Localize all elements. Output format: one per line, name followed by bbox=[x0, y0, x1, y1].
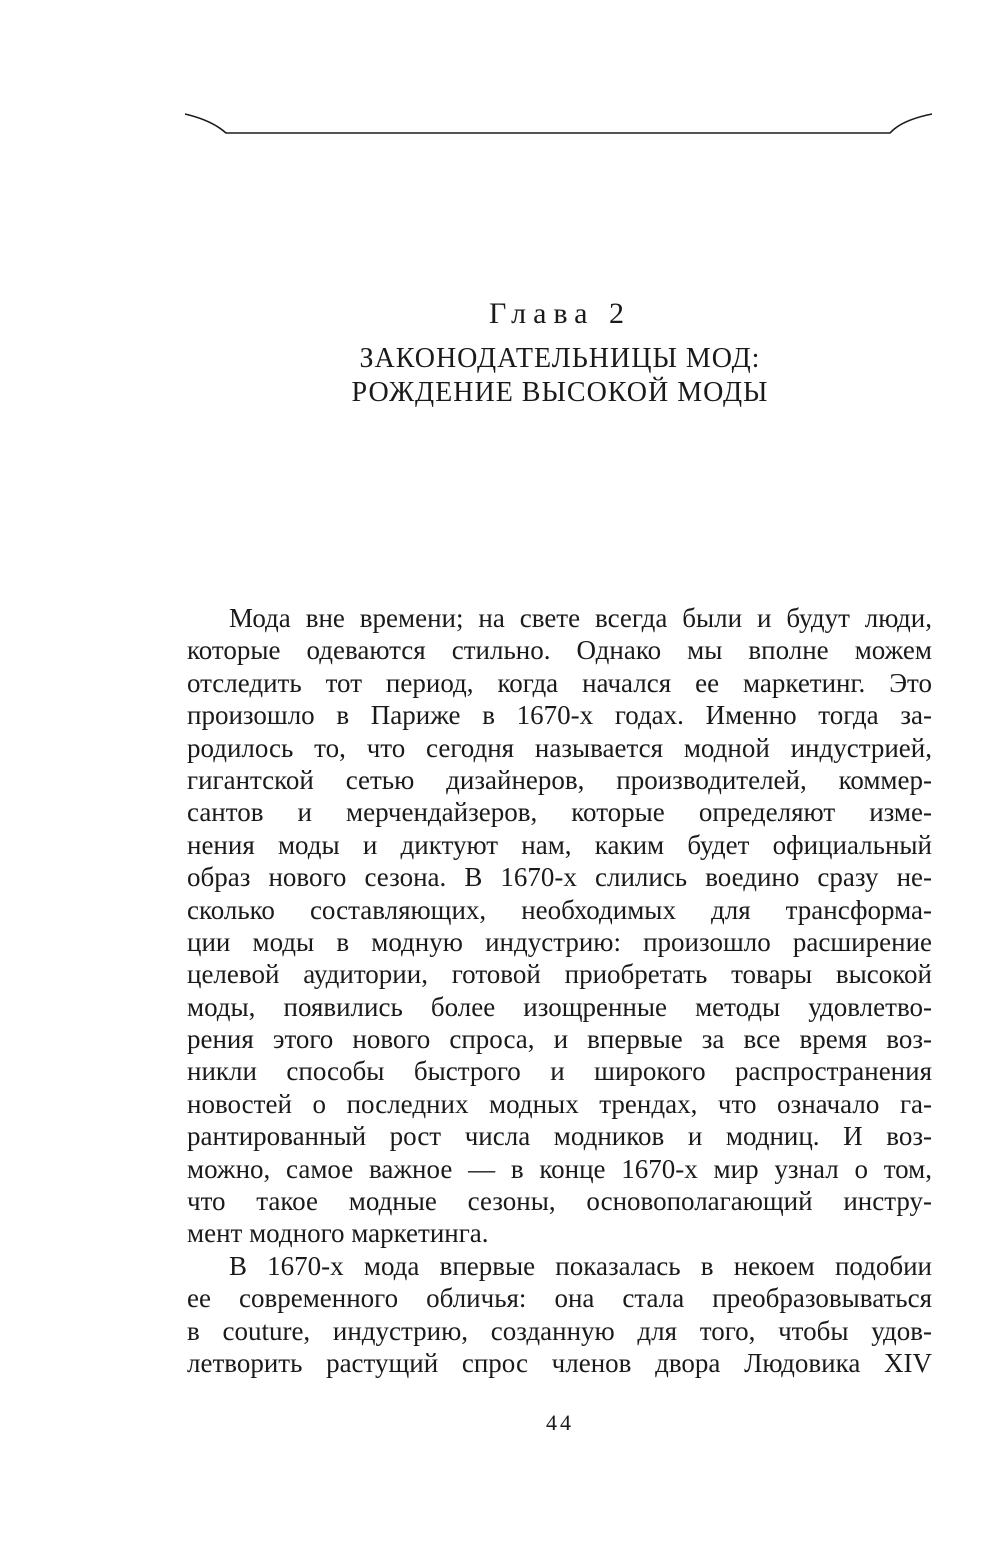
text-line: что такое модные сезоны, основополагающий инстру- bbox=[187, 1186, 932, 1217]
text-line: летворить растущий спрос членов двора Людовика XIV bbox=[187, 1347, 932, 1378]
text-line: сколько составляющих, необходимых для трансформа- bbox=[187, 894, 932, 925]
chapter-title bbox=[0, 342, 1000, 410]
paragraph bbox=[187, 602, 932, 1250]
text-line: в couture, индустрию, созданную для того, чтобы удов- bbox=[187, 1315, 932, 1346]
text-line: родилось то, что сегодня называется модной индустрией, bbox=[187, 732, 932, 763]
text-line: можно, самое важное — в конце 1670-х мир узнал о том, bbox=[187, 1153, 932, 1184]
text-line: мент модного маркетинга. bbox=[187, 1218, 489, 1249]
text-line: рения этого нового спроса, и впервые за все время воз- bbox=[187, 1024, 932, 1055]
text-line: нения моды и диктуют нам, каким будет официальный bbox=[187, 829, 932, 860]
text-line: никли способы быстрого и широкого распространения bbox=[187, 1056, 932, 1087]
chapter-label: Глава 2 bbox=[489, 297, 631, 330]
chapter-title-line: РОЖДЕНИЕ ВЫСОКОЙ МОДЫ bbox=[351, 377, 769, 408]
text-line: рантированный рост числа модников и модниц. И воз- bbox=[187, 1121, 932, 1152]
text-line: ее современного обличья: она стала преобразовываться bbox=[187, 1283, 932, 1314]
body-text bbox=[187, 602, 932, 1379]
page-number: 44 bbox=[546, 1410, 574, 1435]
text-line: Мода вне времени; на свете всегда были и будут люди, bbox=[229, 603, 932, 633]
paragraph bbox=[187, 1250, 932, 1380]
text-line: образ нового сезона. В 1670-х слились воедино сразу не- bbox=[187, 862, 932, 893]
text-line: сантов и мерчендайзеров, которые определяют изме- bbox=[187, 797, 932, 828]
text-line: целевой аудитории, готовой приобретать товары высокой bbox=[187, 959, 932, 990]
text-line: В 1670-х мода впервые показалась в некоем подобии bbox=[229, 1250, 932, 1281]
text-line: новостей о последних модных трендах, что означало га- bbox=[187, 1088, 932, 1119]
text-line: которые одеваются стильно. Однако мы вполне можем bbox=[187, 635, 932, 666]
text-line: ции моды в модную индустрию: произошло расширение bbox=[187, 926, 932, 957]
chapter-title-line: ЗАКОНОДАТЕЛЬНИЦЫ МОД: bbox=[359, 343, 761, 374]
header-ornament bbox=[180, 100, 940, 150]
text-line: гигантской сетью дизайнеров, производителей, коммер- bbox=[187, 764, 932, 795]
text-line: произошло в Париже в 1670-х годах. Именно тогда за- bbox=[187, 700, 932, 731]
text-line: отследить тот период, когда начался ее маркетинг. Это bbox=[187, 667, 932, 698]
text-line: моды, появились более изощренные методы удовлетво- bbox=[187, 991, 932, 1022]
